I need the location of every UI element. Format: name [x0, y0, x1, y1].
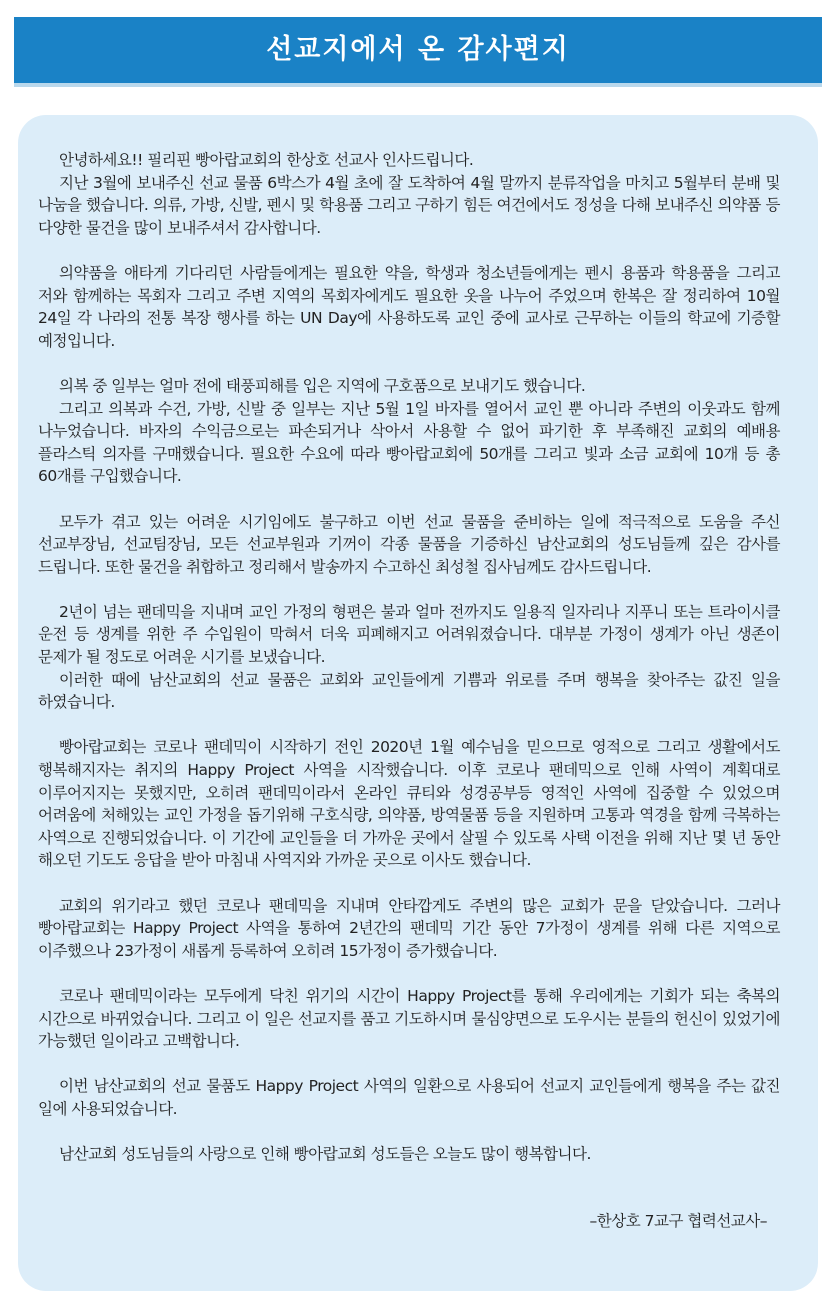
letter-signature: –한상호 7교구 협력선교사–	[589, 1212, 767, 1230]
letter-line: 의복 중 일부는 얼마 전에 태풍피해를 입은 지역에 구호품으로 보내기도 했습니다.	[59, 376, 586, 395]
letter-line: 이러한 때에 남산교회의 선교 물품은 교회와 교인들에게 기쁨과 위로를 주며 행복을 찾아주는 값진 일을 하였습니다.	[38, 670, 780, 712]
letter-paragraph	[38, 262, 780, 352]
letter-line: 지난 3월에 보내주신 선교 물품 6박스가 4월 초에 잘 도착하여 4월 말까지 분류작업을 마치고 5월부터 분배 및 나눔을 했습니다. 의류, 가방, 신발, 펜시 및 학용품 그리고 구하기 힘든 여건에서도 정성을 다해 보내주신 의약품 등 다양한 물건을 많이 보내주셔서 감사합니다.	[38, 173, 780, 237]
letter-paragraph	[38, 985, 780, 1053]
letter-line: 그리고 의복과 수건, 가방, 신발 중 일부는 지난 5월 1일 바자를 열어서 교인 뿐 아니라 주변의 이웃과도 함께 나누었습니다. 바자의 수익금으로는 파손되거나 삭아서 사용할 수 없어 파기한 후 부족해진 교회의 예배용 플라스틱 의자를 구매했습니다. 필요한 수요에 따라 빵아랍교회에 50개를 그리고 빛과 소금 교회에 10개 등 총 60개를 구입했습니다.	[38, 399, 780, 486]
letter-paragraph	[38, 511, 780, 579]
letter-paragraph-greeting	[38, 149, 780, 239]
letter-paragraph	[38, 1075, 780, 1120]
letter-line: 2년이 넘는 팬데믹을 지내며 교인 가정의 형편은 불과 얼마 전까지도 일용직 일자리나 지푸니 또는 트라이시클 운전 등 생계를 위한 주 수입원이 막혀서 더욱 피폐해지고 어려워졌습니다. 대부분 가정이 생계가 아닌 생존이 문제가 될 정도로 어려운 시기를 보냈습니다.	[38, 602, 780, 667]
letter-line: 이번 남산교회의 선교 물품도 Happy Project 사역의 일환으로 사용되어 선교지 교인들에게 행복을 주는 값진 일에 사용되었습니다.	[38, 1077, 780, 1118]
page-title: 선교지에서 온 감사편지	[266, 34, 570, 65]
letter-paragraph-closing	[38, 1143, 780, 1166]
letter-line: 안녕하세요!! 필리핀 빵아랍교회의 한상호 선교사 인사드립니다.	[59, 151, 474, 169]
letter-line: 빵아랍교회는 코로나 팬데믹이 시작하기 전인 2020년 1월 예수님을 믿으므로 영적으로 그리고 생활에서도 행복해지자는 취지의 Happy Project 사역을 시작했습니다. 이후 코로나 팬데믹으로 인해 사역이 계획대로 이루어지지는 못했지만, 오히려 팬데믹이라서 온라인 큐티와 성경공부등 영적인 사역에 집중할 수 있었으며 어려움에 처해있는 교인 가정을 돕기위해 구호식량, 의약품, 방역물품 등을 지원하며 고통과 역경을 함께 극복하는 사역으로 진행되었습니다. 이 기간에 교인들을 더 가까운 곳에서 살필 수 있도록 사택 이전을 위해 지난 몇 년 동안 해오던 기도도 응답을 받아 마침내 사역지와 가까운 곳으로 이사도 했습니다.	[38, 738, 780, 870]
letter-paragraph	[38, 895, 780, 963]
header-banner	[14, 17, 822, 83]
letter-paragraph	[38, 375, 780, 488]
letter-body	[38, 149, 780, 1188]
letter-line: 코로나 팬데믹이라는 모두에게 닥친 위기의 시간이 Happy Project를 통해 우리에게는 기회가 되는 축복의 시간으로 바뀌었습니다. 그리고 이 일은 선교지를 품고 기도하시며 물심양면으로 도우시는 분들의 헌신이 있었기에 가능했던 일이라고 고백합니다.	[38, 986, 780, 1051]
letter-paragraph	[38, 601, 780, 714]
letter-line: 교회의 위기라고 했던 코로나 팬데믹을 지내며 안타깝게도 주변의 많은 교회가 문을 닫았습니다. 그러나 빵아랍교회는 Happy Project 사역을 통하여 2년간의 팬데믹 기간 동안 7가정이 생계를 위해 다른 지역으로 이주했으나 23가정이 새롭게 등록하여 오히려 15가정이 증가했습니다.	[38, 896, 780, 960]
letter-line: 의약품을 애타게 기다리던 사람들에게는 필요한 약을, 학생과 청소년들에게는 펜시 용품과 학용품을 그리고 저와 함께하는 목회자 그리고 주변 지역의 목회자에게도 필요한 옷을 나누어 주었으며 한복은 잘 정리하여 10월 24일 각 나라의 전통 복장 행사를 하는 UN Day에 사용하도록 교인 중에 교사로 근무하는 이들의 학교에 기증할 예정입니다.	[38, 263, 780, 350]
letter-line: 남산교회 성도님들의 사랑으로 인해 빵아랍교회 성도들은 오늘도 많이 행복합니다.	[59, 1145, 591, 1164]
letter-line: 모두가 겪고 있는 어려운 시기임에도 불구하고 이번 선교 물품을 준비하는 일에 적극적으로 도움을 주신 선교부장님, 선교팀장님, 모든 선교부원과 기꺼이 각종 물품을 기증하신 남산교회의 성도님들께 깊은 감사를 드립니다. 또한 물건을 취합하고 정리해서 발송까지 수고하신 최성철 집사님께도 감사드립니다.	[38, 512, 780, 576]
letter-paragraph	[38, 736, 780, 872]
